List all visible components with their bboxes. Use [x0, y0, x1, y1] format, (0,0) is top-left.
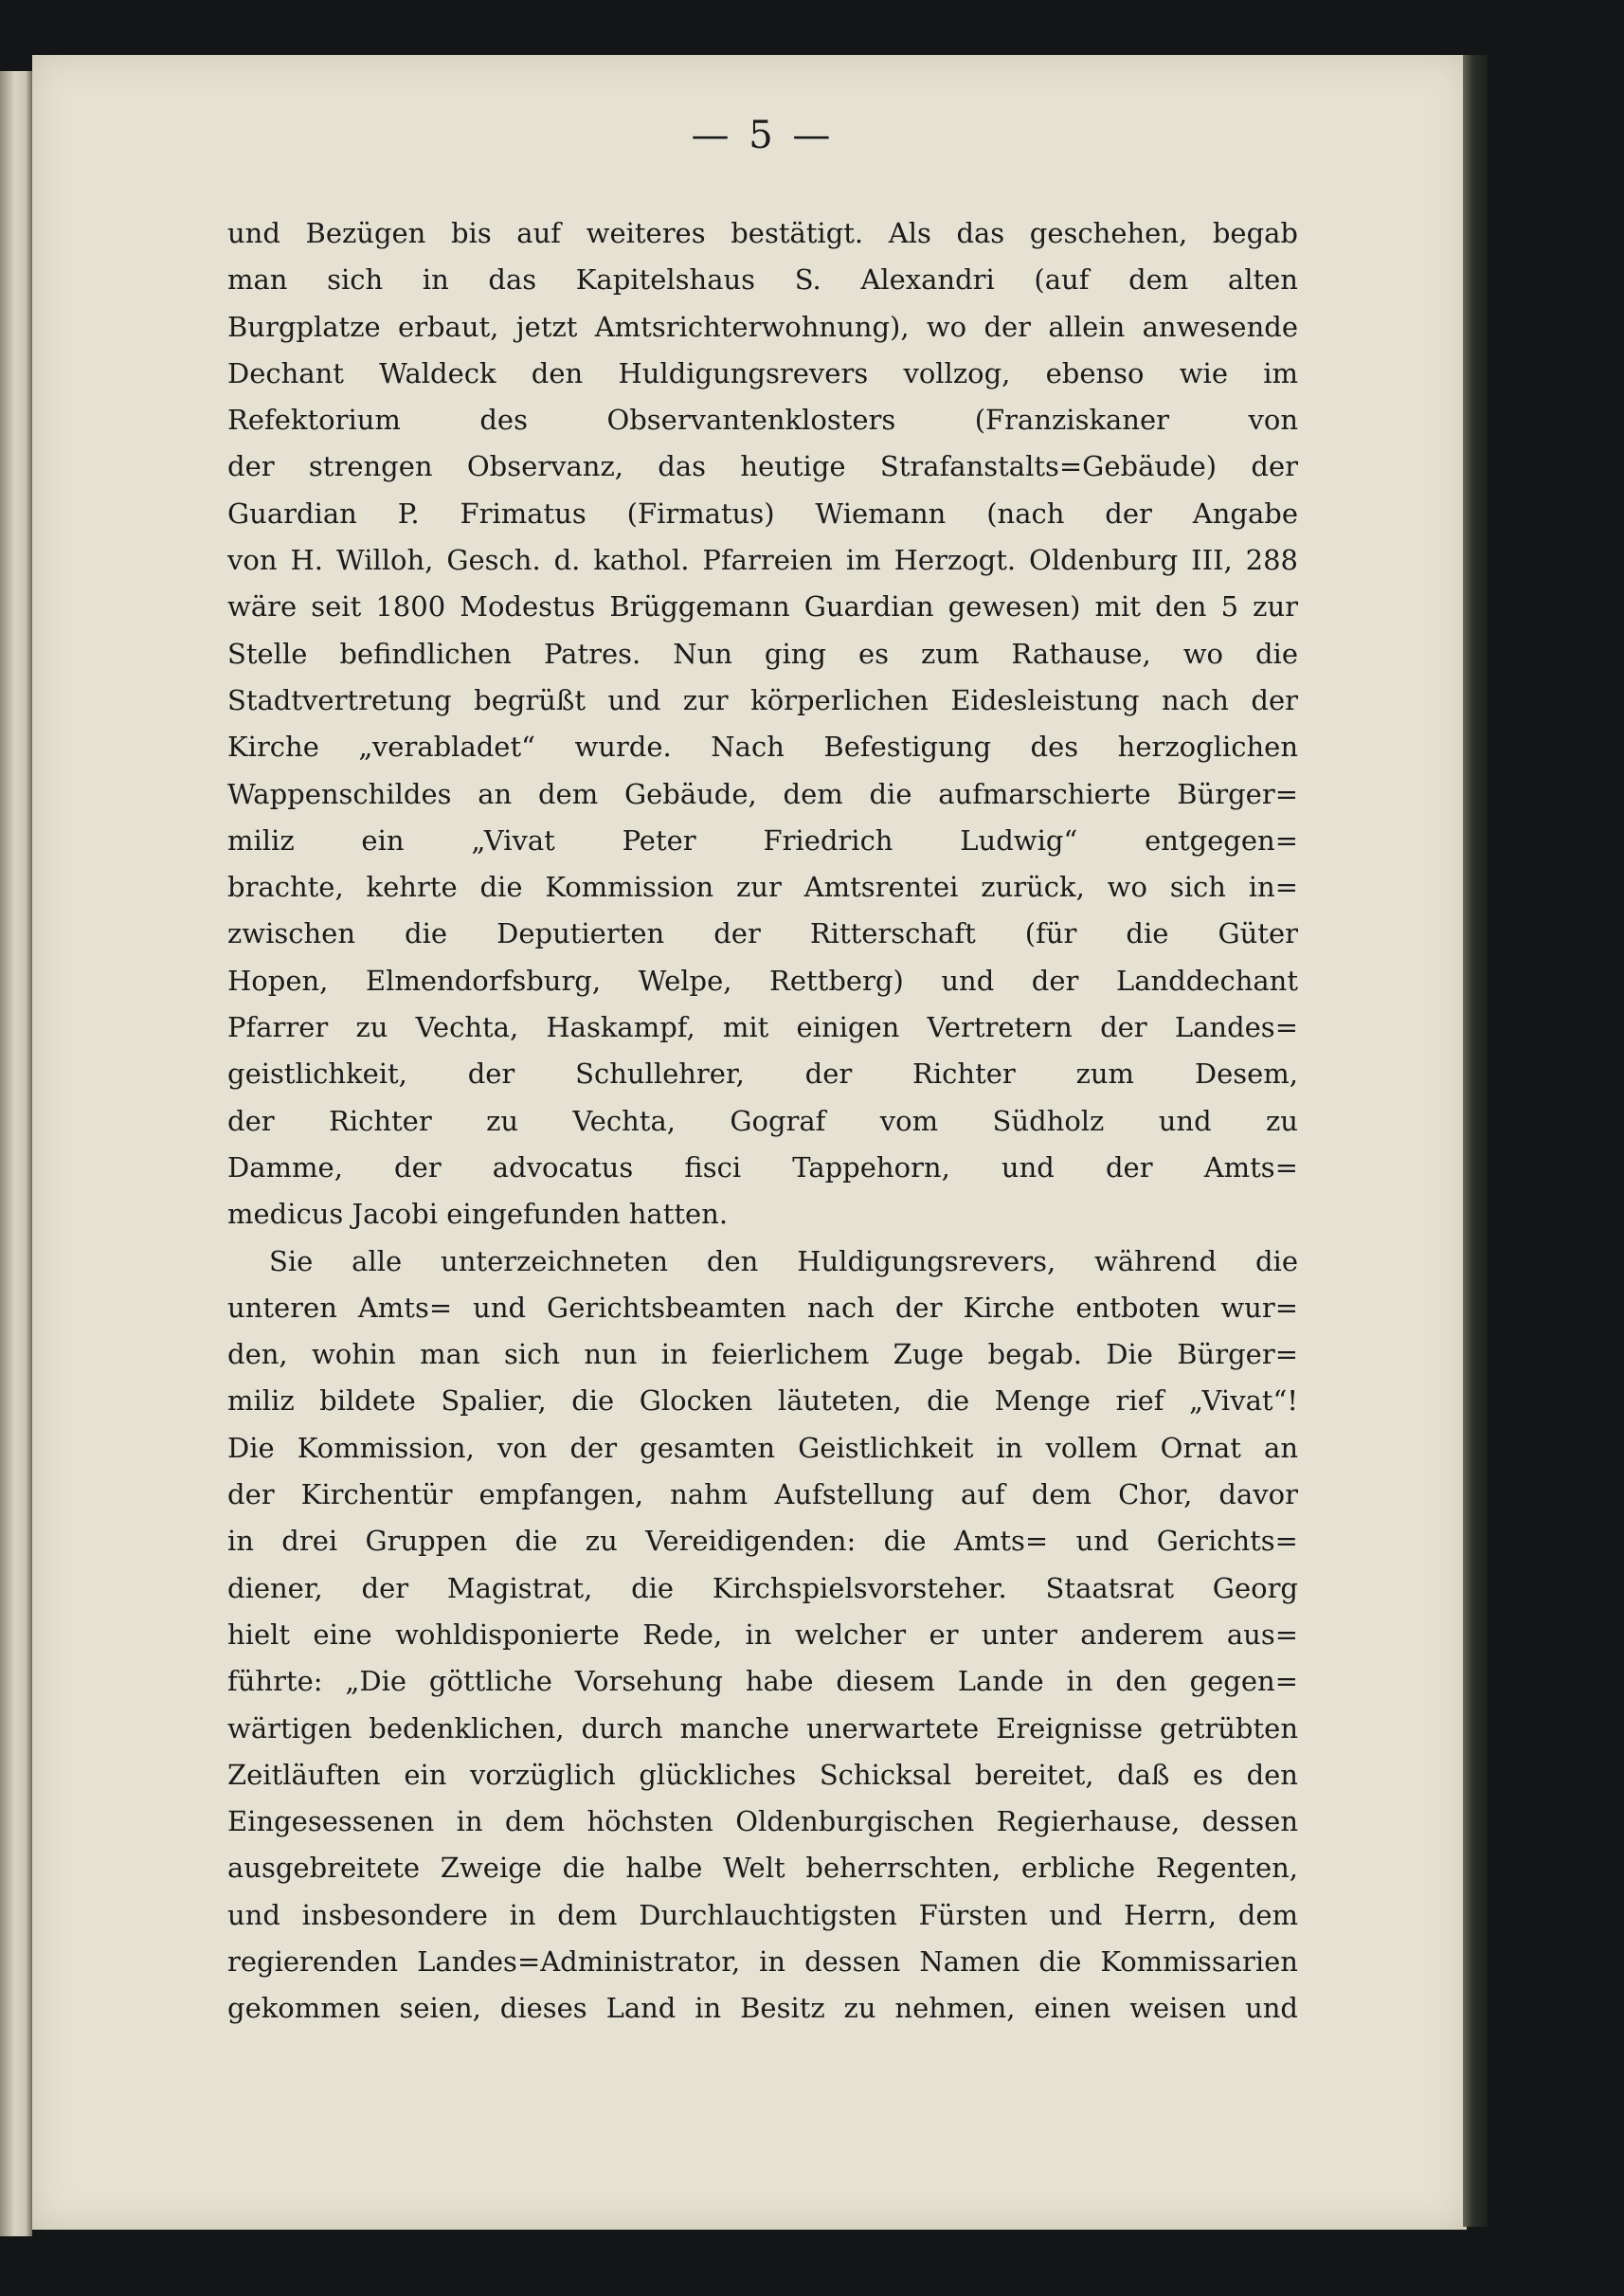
- text-line: und Bezügen bis auf weiteres bestätigt. Als das geschehen, begab: [227, 217, 1298, 249]
- left-page-edge: [0, 71, 32, 2236]
- text-line: Hopen, Elmendorfsburg, Welpe, Rettberg) und der Landdechant: [227, 964, 1298, 997]
- text-line: in drei Gruppen die zu Vereidigenden: die Amts= und Gerichts=: [227, 1525, 1298, 1558]
- text-line: unteren Amts= und Gerichtsbeamten nach der Kirche entboten wur=: [227, 1291, 1298, 1324]
- text-line: man sich in das Kapitelshaus S. Alexandri (auf dem alten: [227, 263, 1298, 297]
- text-line: führte: „Die göttliche Vorsehung habe diesem Lande in den gegen=: [227, 1665, 1298, 1698]
- text-line: der Kirchentür empfangen, nahm Aufstellung auf dem Chor, davor: [227, 1478, 1298, 1511]
- body-text: [227, 210, 1298, 2033]
- text-line: gekommen seien, dieses Land in Besitz zu nehmen, einen weisen und: [227, 1992, 1298, 2025]
- text-line: miliz bildete Spalier, die Glocken läuteten, die Menge rief „Vivat“!: [227, 1384, 1298, 1418]
- text-line: wärtigen bedenklichen, durch manche unerwartete Ereignisse getrübten: [227, 1711, 1298, 1745]
- text-line: miliz ein „Vivat Peter Friedrich Ludwig“ entgegen=: [227, 823, 1298, 857]
- text-line: Stelle befindlichen Patres. Nun ging es zum Rathause, wo die: [227, 637, 1298, 670]
- text-line: Kirche „verabladet“ wurde. Nach Befestigung des herzoglichen: [227, 731, 1298, 764]
- text-line: Zeitläuften ein vorzüglich glückliches Schicksal bereitet, daß es den: [227, 1758, 1298, 1791]
- text-line: den, wohin man sich nun in feierlichem Zuge begab. Die Bürger=: [227, 1338, 1298, 1371]
- text-line: Dechant Waldeck den Huldigungsrevers vollzog, ebenso wie im: [227, 356, 1298, 389]
- text-line: Sie alle unterzeichneten den Huldigungsrevers, während die: [269, 1244, 1298, 1277]
- text-line: regierenden Landes=Administrator, in dessen Namen die Kommissarien: [227, 1944, 1298, 1978]
- text-line: Guardian P. Frimatus (Firmatus) Wiemann (nach der Angabe: [227, 497, 1298, 530]
- text-line: wäre seit 1800 Modestus Brüggemann Guardian gewesen) mit den 5 zur: [227, 590, 1298, 624]
- text-line: zwischen die Deputierten der Ritterschaft (für die Güter: [227, 917, 1298, 950]
- text-line: der strengen Observanz, das heutige Strafanstalts=Gebäude) der: [227, 450, 1298, 483]
- text-line: ausgebreitete Zweige die halbe Welt beherrschten, erbliche Regenten,: [227, 1852, 1298, 1885]
- text-line: medicus Jacobi eingefunden hatten.: [227, 1198, 729, 1231]
- page-number: — 5 —: [691, 114, 835, 157]
- text-line: Damme, der advocatus fisci Tappehorn, und der Amts=: [227, 1150, 1298, 1184]
- text-line: brachte, kehrte die Kommission zur Amtsrentei zurück, wo sich in=: [227, 871, 1298, 904]
- text-line: von H. Willoh, Gesch. d. kathol. Pfarreien im Herzogt. Oldenburg III, 288: [227, 544, 1298, 577]
- text-line: Die Kommission, von der gesamten Geistlichkeit in vollem Ornat an: [227, 1431, 1298, 1464]
- text-line: Wappenschildes an dem Gebäude, dem die aufmarschierte Bürger=: [227, 777, 1298, 810]
- text-line: hielt eine wohldisponierte Rede, in welcher er unter anderem aus=: [227, 1618, 1298, 1651]
- text-line: Stadtvertretung begrüßt und zur körperlichen Eidesleistung nach der: [227, 683, 1298, 716]
- text-line: Burgplatze erbaut, jetzt Amtsrichterwohnung), wo der allein anwesende: [227, 310, 1298, 343]
- text-line: Eingesessenen in dem höchsten Oldenburgischen Regierhause, dessen: [227, 1805, 1298, 1838]
- spine-edge: [1463, 55, 1488, 2227]
- text-line: Refektorium des Observantenklosters (Franziskaner von: [227, 404, 1298, 437]
- text-line: der Richter zu Vechta, Gograf vom Südholz und zu: [227, 1104, 1298, 1137]
- text-line: und insbesondere in dem Durchlauchtigsten Fürsten und Herrn, dem: [227, 1898, 1298, 1931]
- text-line: geistlichkeit, der Schullehrer, der Richter zum Desem,: [227, 1058, 1298, 1091]
- text-line: diener, der Magistrat, die Kirchspielsvorsteher. Staatsrat Georg: [227, 1571, 1298, 1604]
- text-line: Pfarrer zu Vechta, Haskampf, mit einigen Vertretern der Landes=: [227, 1011, 1298, 1044]
